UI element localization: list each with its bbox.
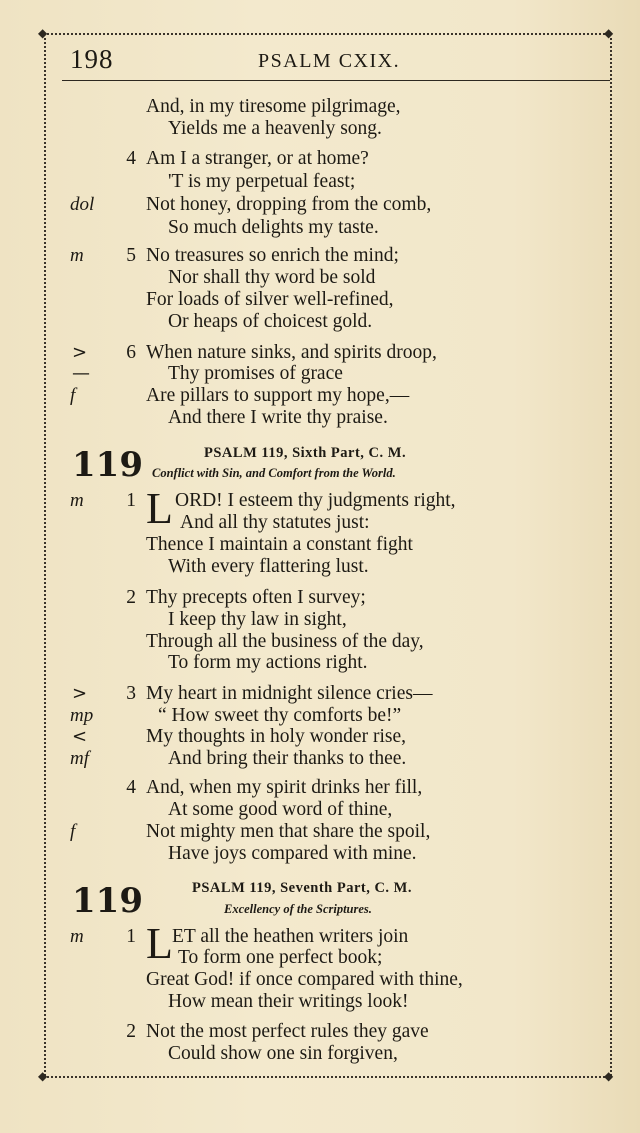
hymn-line: And all thy statutes just: bbox=[180, 512, 370, 533]
hymn-line: Great God! if once compared with thine, bbox=[146, 969, 463, 990]
page-number: 198 bbox=[70, 44, 114, 74]
hymn-line: No treasures so enrich the mind; bbox=[146, 245, 399, 266]
hymn-line: Or heaps of choicest gold. bbox=[168, 311, 373, 332]
hymn-line: Nor shall thy word be sold bbox=[168, 267, 376, 288]
hymn-line: Thy precepts often I survey; bbox=[146, 587, 366, 608]
dynamic-mark-m: m bbox=[70, 926, 84, 947]
left-border-rule bbox=[44, 33, 46, 1076]
top-border-rule bbox=[44, 33, 612, 35]
header-rule bbox=[62, 80, 610, 81]
verse-number: 4 bbox=[126, 148, 136, 169]
verse-number: 2 bbox=[126, 1021, 136, 1042]
hymn-line: My thoughts in holy wonder rise, bbox=[146, 726, 406, 747]
hymn-line: 'T is my perpetual feast; bbox=[168, 171, 356, 192]
dynamic-mark-m: m bbox=[70, 245, 84, 266]
hymn-line: “ How sweet thy comforts be!” bbox=[158, 705, 402, 726]
verse-number: 2 bbox=[126, 587, 136, 608]
hymn-line: Thence I maintain a constant fight bbox=[146, 534, 413, 555]
hymn-line: ORD! I esteem thy judgments right, bbox=[175, 490, 456, 511]
hymn-line: At some good word of thine, bbox=[168, 799, 393, 820]
psalm-subtitle: Excellency of the Scriptures. bbox=[224, 902, 372, 916]
psalm-subtitle: Conflict with Sin, and Comfort from the World. bbox=[152, 466, 396, 480]
dynamic-mark-f: f bbox=[70, 385, 76, 406]
psalm-title: PSALM 119, Sixth Part, C. M. bbox=[204, 445, 407, 461]
hymn-line: Through all the business of the day, bbox=[146, 631, 424, 652]
dynamic-mark-mp: mp bbox=[70, 705, 94, 726]
hymn-line: And, in my tiresome pilgrimage, bbox=[146, 96, 401, 117]
dynamic-mark-m: m bbox=[70, 490, 84, 511]
verse-number: 1 bbox=[126, 926, 136, 947]
verse-number: 4 bbox=[126, 777, 136, 798]
corner-ornament-icon: ◆ bbox=[604, 26, 614, 40]
hymn-line: When nature sinks, and spirits droop, bbox=[146, 342, 437, 363]
hymn-line: Are pillars to support my hope,— bbox=[146, 385, 410, 406]
hymn-line: And there I write thy praise. bbox=[168, 407, 388, 428]
dynamic-mark-mf: mf bbox=[70, 748, 89, 769]
hymn-line: I keep thy law in sight, bbox=[168, 609, 347, 630]
dynamic-mark-dol: dol bbox=[70, 194, 95, 215]
dash-mark: — bbox=[72, 363, 90, 384]
verse-number: 3 bbox=[126, 683, 136, 704]
decrescendo-mark: > bbox=[72, 342, 88, 363]
hymn-line: For loads of silver well-refined, bbox=[146, 289, 394, 310]
hymn-line: And, when my spirit drinks her fill, bbox=[146, 777, 423, 798]
corner-ornament-icon: ◆ bbox=[38, 1069, 48, 1083]
hymn-line: ET all the heathen writers join bbox=[172, 926, 409, 947]
hymn-line: Have joys compared with mine. bbox=[168, 843, 417, 864]
hymn-line: Not honey, dropping from the comb, bbox=[146, 194, 432, 215]
psalm-number: 119 bbox=[72, 445, 143, 485]
psalm-title: PSALM 119, Seventh Part, C. M. bbox=[192, 880, 412, 896]
hymn-line: To form my actions right. bbox=[168, 652, 368, 673]
drop-cap: L bbox=[146, 919, 173, 968]
hymn-line: Not the most perfect rules they gave bbox=[146, 1021, 429, 1042]
hymn-line: Could show one sin forgiven, bbox=[168, 1043, 398, 1064]
hymn-line: Not mighty men that share the spoil, bbox=[146, 821, 431, 842]
psalm-number: 119 bbox=[72, 881, 143, 921]
hymn-line: And bring their thanks to thee. bbox=[168, 748, 407, 769]
hymn-line: How mean their writings look! bbox=[168, 991, 409, 1012]
corner-ornament-icon: ◆ bbox=[38, 26, 48, 40]
hymn-line: Thy promises of grace bbox=[168, 363, 343, 384]
dynamic-mark-f: f bbox=[70, 821, 76, 842]
hymn-line: My heart in midnight silence cries— bbox=[146, 683, 433, 704]
crescendo-mark: < bbox=[72, 726, 88, 747]
verse-number: 6 bbox=[126, 342, 136, 363]
hymn-line: Am I a stranger, or at home? bbox=[146, 148, 369, 169]
running-head: PSALM CXIX. bbox=[258, 50, 401, 72]
verse-number: 1 bbox=[126, 490, 136, 511]
drop-cap: L bbox=[146, 484, 173, 533]
bottom-border-rule bbox=[44, 1076, 612, 1078]
hymn-line: With every flattering lust. bbox=[168, 556, 369, 577]
corner-ornament-icon: ◆ bbox=[604, 1069, 614, 1083]
verse-number: 5 bbox=[126, 245, 136, 266]
decrescendo-mark: > bbox=[72, 683, 88, 704]
hymn-line: So much delights my taste. bbox=[168, 217, 379, 238]
hymn-line: Yields me a heavenly song. bbox=[168, 118, 382, 139]
hymn-line: To form one perfect book; bbox=[178, 947, 383, 968]
right-border-rule bbox=[610, 33, 612, 1076]
